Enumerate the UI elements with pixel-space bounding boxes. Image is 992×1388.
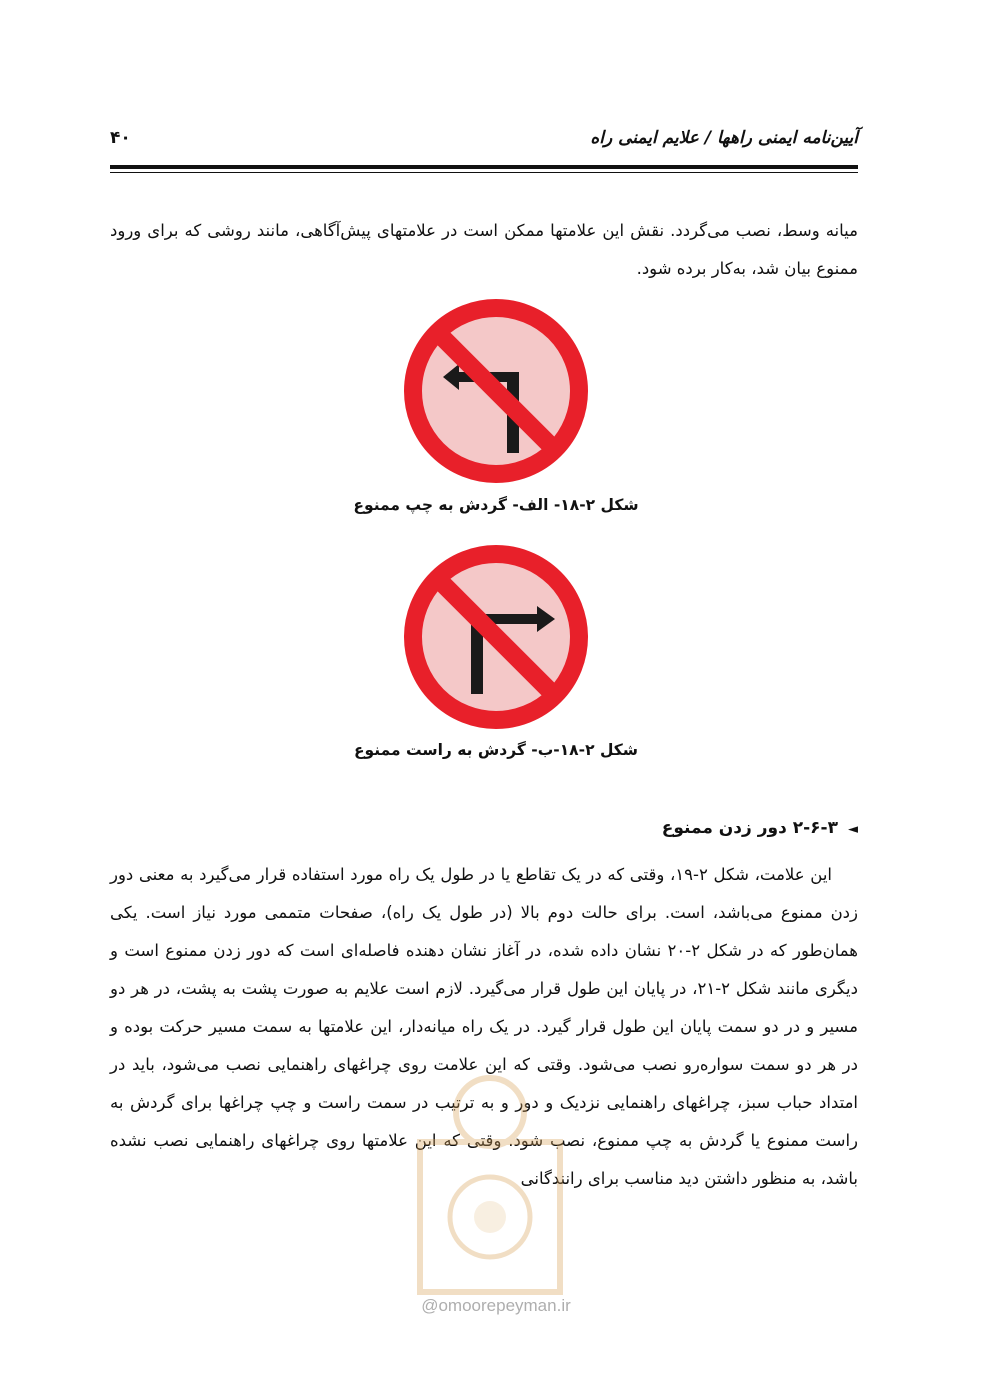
page-header	[110, 122, 858, 152]
figure-b-caption: شکل ۲-۱۸-ب- گردش به راست ممنوع	[353, 741, 639, 759]
no-right-turn-sign-icon	[403, 544, 589, 730]
page-number: ۴۰	[110, 128, 131, 148]
section-body: این علامت، شکل ۲-۱۹، وقتی که در یک تقاطع یا در طول یک راه مورد استفاده قرار می‌گیرد به معنی دور زدن ممنوع می‌باشد، است. برای حالت دوم بالا (در طول یک راه)، صفحات متممی مورد نیاز است. یکی همان‌طور که در شکل ۲-۲۰ نشان داده شده، در آغاز نشان دهنده فاصله‌ای است که دور زدن ممنوع است و دیگری مانند شکل ۲-۲۱، در پایان این طول قرار می‌گیرد. لازم است علایم به صورت پشت به پشت، در هر دو مسیر و در دو سمت پایان این طول قرار گیرد. در یک راه میانه‌دار، این علامتها به سمت مسیر حرکت بوده و در هر دو سمت سواره‌رو نصب می‌شود. وقتی که این علامت روی چراغهای راهنمایی نصب می‌شود، باید در امتداد حباب سبز، چراغهای راهنمایی نزدیک و دور و به ترتیب در سمت راست و چپ چراغها برای گردش به راست ممنوع یا گردش به چپ ممنوع، نصب شود. وقتی که این علامتها روی چراغهای راهنمایی نصب نشده باشد، به منظور داشتن دید مناسب برای رانندگانی	[110, 865, 858, 1188]
watermark-url: @omoorepeyman.ir	[421, 1296, 571, 1315]
header-rule-thin	[110, 172, 858, 173]
no-left-turn-sign-icon	[403, 298, 589, 484]
header-title: آیین‌نامه ایمنی راهها / علایم ایمنی راه	[590, 128, 858, 148]
section-heading	[662, 818, 858, 838]
bullet-icon: ◄	[848, 822, 858, 837]
figure-no-left-turn	[0, 298, 992, 484]
header-rule-thick	[110, 165, 858, 169]
figure-no-right-turn	[0, 544, 992, 730]
intro-paragraph: میانه وسط، نصب می‌گردد. نقش این علامتها ممکن است در علامتهای پیش‌آگاهی، مانند روشی که برای ورود ممنوع بیان شد، به‌کار برده شود.	[110, 221, 858, 278]
section-heading-text: ۲-۶-۳ دور زدن ممنوع	[661, 818, 838, 838]
figure-a-caption: شکل ۲-۱۸- الف- گردش به چپ ممنوع	[353, 496, 639, 514]
